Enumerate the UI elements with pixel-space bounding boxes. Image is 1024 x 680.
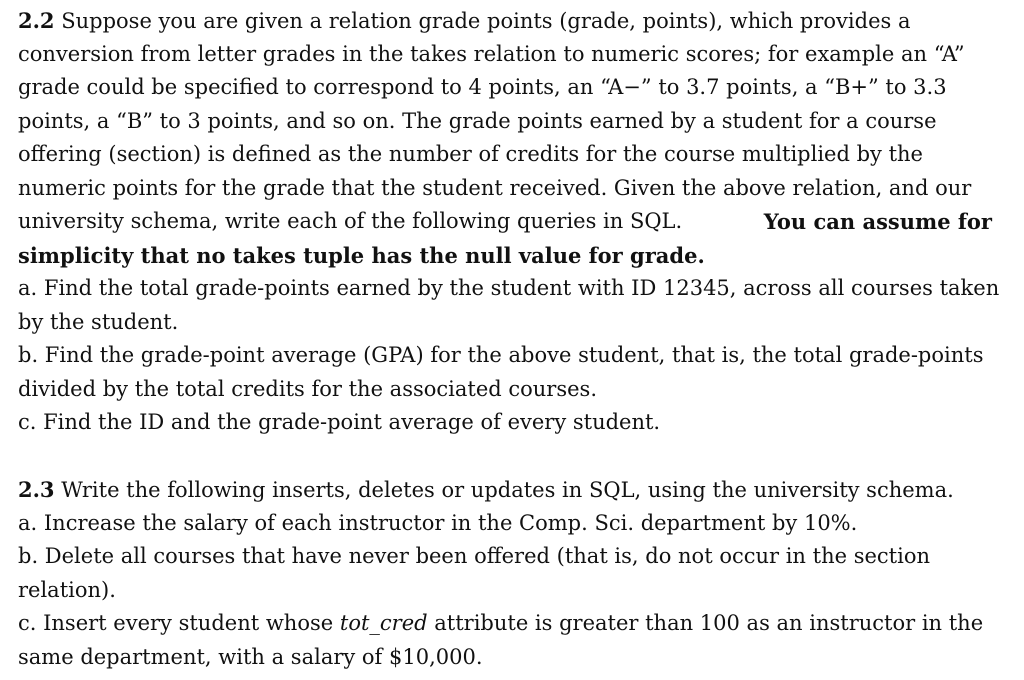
section-gap <box>18 440 992 474</box>
problem-2-3-intro: Write the following inserts, deletes or updates in SQL, using the university schema. <box>61 478 954 502</box>
problem-2-3-line-1 <box>18 473 992 507</box>
problem-2-2-item-a-line-2: by the student. <box>18 309 179 334</box>
problem-2-2-line-2: conversion from letter grades in the takes relation to numeric scores; for example an “A” <box>18 41 965 66</box>
problem-2-2-line-8 <box>18 239 992 273</box>
problem-2-2-line-1 <box>18 4 992 38</box>
problem-2-3-item-c-line-1 <box>18 607 992 641</box>
problem-2-3-item-c-line-2: same department, with a salary of $10,000. <box>18 644 483 669</box>
problem-2-2-line-6: numeric points for the grade that the student received. Given the above relation, and our <box>18 175 972 200</box>
problem-2-2-bold-note-2: simplicity that no takes tuple has the null value for grade. <box>18 242 705 268</box>
problem-2-2-item-b-line-1: b. Find the grade-point average (GPA) for the above student, that is, the total grade-points <box>18 343 984 367</box>
problem-2-2-item-c: c. Find the ID and the grade-point average of every student. <box>18 410 661 434</box>
problem-2-3-number: 2.3 <box>18 477 55 502</box>
problem-2-2-bold-note-1: You can assume for <box>763 209 992 234</box>
problem-2-2-line-5: offering (section) is defined as the number of credits for the course multiplied by the <box>18 142 923 166</box>
problem-2-3-item-a: a. Increase the salary of each instructor in the Comp. Sci. department by 10%. <box>18 510 858 535</box>
problem-2-2-intro-7: university schema, write each of the following queries in SQL. <box>18 209 683 233</box>
problem-2-3-item-b-line-2: relation). <box>18 577 116 602</box>
problem-2-2-item-b-line-2: divided by the total credits for the associated courses. <box>18 376 598 401</box>
problem-2-3-item-c-suffix: attribute is greater than 100 as an instructor in the <box>434 611 984 635</box>
problem-2-3-item-c-prefix: c. Insert every student whose <box>18 611 334 635</box>
problem-2-2-number: 2.2 <box>18 8 55 33</box>
problem-2-2-intro-1: Suppose you are given a relation grade points (grade, points), which provides a <box>61 9 911 33</box>
problem-2-2-line-3: grade could be specified to correspond to 4 points, an “A−” to 3.7 points, a “B+” to 3.3 <box>18 75 947 99</box>
problem-2-3-item-b-line-1: b. Delete all courses that have never been offered (that is, do not occur in the section <box>18 544 930 568</box>
problem-2-2-item-a-line-1: a. Find the total grade-points earned by the student with ID 12345, across all courses taken <box>18 276 1000 300</box>
problem-2-2-line-4: points, a “B” to 3 points, and so on. The grade points earned by a student for a course <box>18 108 937 133</box>
problem-2-3-item-c-attr: tot_cred <box>339 611 428 635</box>
problem-2-2-line-7 <box>18 205 992 239</box>
